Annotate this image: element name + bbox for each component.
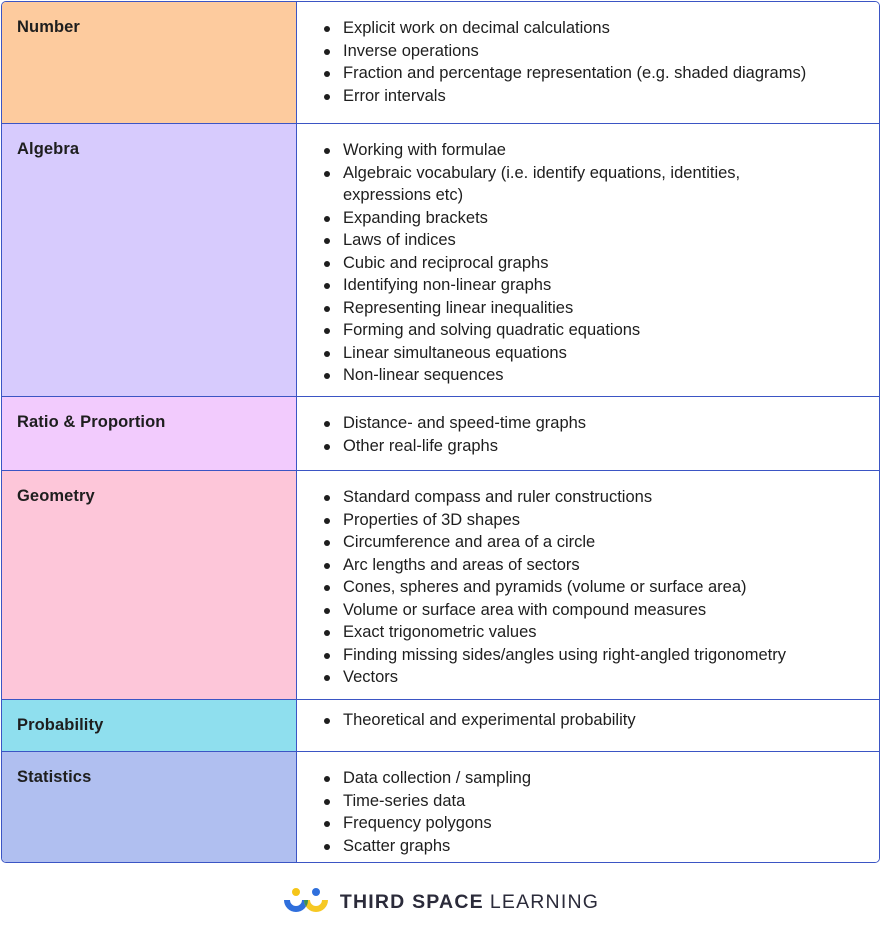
list-item: Expanding brackets: [324, 207, 879, 230]
bullet-icon: [324, 666, 343, 681]
list-item: Standard compass and ruler constructions: [324, 486, 879, 509]
list-item: Properties of 3D shapes: [324, 509, 879, 532]
topic-row-number: [2, 2, 879, 123]
bullet-icon: [324, 621, 343, 636]
topics-table: [1, 1, 880, 863]
list-item: Time-series data: [324, 790, 879, 813]
bullet-icon: [324, 62, 343, 77]
list-item: Vectors: [324, 666, 879, 689]
topic-label: Number: [2, 2, 297, 123]
list-item: Representing linear inequalities: [324, 297, 879, 320]
topic-items: [297, 471, 879, 699]
topic-row-ratio-proportion: [2, 396, 879, 470]
bullet-icon: [324, 709, 343, 724]
list-item: Forming and solving quadratic equations: [324, 319, 879, 342]
list-item: Finding missing sides/angles using right-angled trigonometry: [324, 644, 879, 667]
list-item: Volume or surface area with compound measures: [324, 599, 879, 622]
topic-row-statistics: [2, 751, 879, 862]
bullet-icon: [324, 139, 343, 154]
bullet-icon: [324, 252, 343, 267]
bullet-icon: [324, 599, 343, 614]
topic-label: Probability: [2, 700, 297, 751]
bullet-icon: [324, 531, 343, 546]
topic-items: [297, 752, 879, 862]
list-item: Algebraic vocabulary (i.e. identify equations, identities, expressions etc): [324, 162, 879, 207]
bullet-icon: [324, 17, 343, 32]
bullet-icon: [324, 554, 343, 569]
list-item: Identifying non-linear graphs: [324, 274, 879, 297]
list-item: Non-linear sequences: [324, 364, 879, 387]
bullet-icon: [324, 364, 343, 379]
topic-label: Geometry: [2, 471, 297, 699]
bullet-icon: [324, 812, 343, 827]
topic-row-geometry: [2, 470, 879, 699]
list-item: Frequency polygons: [324, 812, 879, 835]
topic-items: [297, 700, 879, 751]
list-item: Cones, spheres and pyramids (volume or surface area): [324, 576, 879, 599]
list-item: Inverse operations: [324, 40, 879, 63]
bullet-icon: [324, 509, 343, 524]
list-item: Distance- and speed-time graphs: [324, 412, 879, 435]
list-item: Other real-life graphs: [324, 435, 879, 458]
topic-label: Ratio & Proportion: [2, 397, 297, 470]
bullet-icon: [324, 274, 343, 289]
list-item: Scatter graphs: [324, 835, 879, 858]
bullet-icon: [324, 435, 343, 450]
topic-items: [297, 2, 879, 123]
list-item: Laws of indices: [324, 229, 879, 252]
bullet-icon: [324, 40, 343, 55]
list-item: Circumference and area of a circle: [324, 531, 879, 554]
bullet-icon: [324, 342, 343, 357]
brand-name-strong: THIRD SPACE: [339, 890, 484, 913]
brand-name-light: LEARNING: [489, 890, 600, 913]
bullet-icon: [324, 790, 343, 805]
list-item: Data collection / sampling: [324, 767, 879, 790]
bullet-icon: [324, 835, 343, 850]
footer: [0, 882, 881, 922]
list-item: Explicit work on decimal calculations: [324, 17, 879, 40]
topic-row-algebra: [2, 123, 879, 396]
list-item: Cubic and reciprocal graphs: [324, 252, 879, 275]
list-item: Linear simultaneous equations: [324, 342, 879, 365]
brand-logo: [282, 887, 599, 917]
list-item: Theoretical and experimental probability: [324, 709, 879, 732]
bullet-icon: [324, 412, 343, 427]
bullet-icon: [324, 319, 343, 334]
topic-items: [297, 124, 879, 396]
topic-label: Statistics: [2, 752, 297, 862]
brand-name: [340, 891, 599, 914]
list-item: Arc lengths and areas of sectors: [324, 554, 879, 577]
bullet-icon: [324, 644, 343, 659]
third-space-learning-logo-icon: [282, 887, 330, 917]
bullet-icon: [324, 767, 343, 782]
bullet-icon: [324, 207, 343, 222]
bullet-icon: [324, 85, 343, 100]
topic-label: Algebra: [2, 124, 297, 396]
list-item: Fraction and percentage representation (e.g. shaded diagrams): [324, 62, 879, 85]
bullet-icon: [324, 162, 343, 177]
list-item: Exact trigonometric values: [324, 621, 879, 644]
topic-items: [297, 397, 879, 470]
bullet-icon: [324, 229, 343, 244]
bullet-icon: [324, 576, 343, 591]
list-item: Working with formulae: [324, 139, 879, 162]
bullet-icon: [324, 486, 343, 501]
topic-row-probability: [2, 699, 879, 751]
list-item: Error intervals: [324, 85, 879, 108]
bullet-icon: [324, 297, 343, 312]
